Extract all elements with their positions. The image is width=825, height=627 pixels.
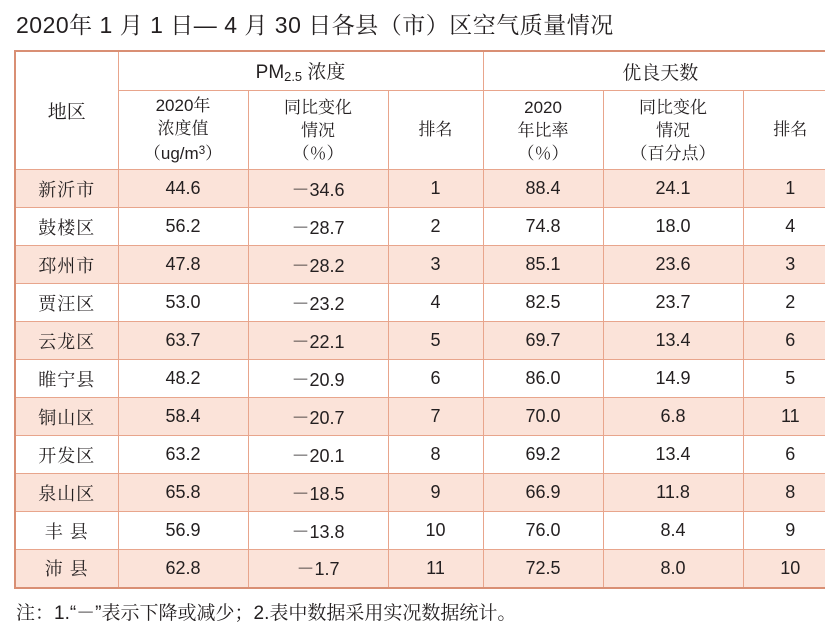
- cell-days-change: 11.8: [603, 474, 743, 512]
- cell-pm25-value: 56.9: [118, 512, 248, 550]
- cell-pm25-change: －23.2: [248, 284, 388, 322]
- header-pm25-change-line1: 同比变化: [284, 97, 352, 117]
- cell-pm25-rank: 9: [388, 474, 483, 512]
- cell-pm25-change: －18.5: [248, 474, 388, 512]
- cell-days-rank: 1: [743, 170, 825, 208]
- cell-days-rank: 6: [743, 322, 825, 360]
- cell-days-rank: 11: [743, 398, 825, 436]
- cell-pm25-value: 63.7: [118, 322, 248, 360]
- cell-pm25-rank: 7: [388, 398, 483, 436]
- cell-pm25-change: －34.6: [248, 170, 388, 208]
- header-days-change-line1: 同比变化: [639, 97, 708, 117]
- header-pm25-value: [118, 91, 248, 170]
- header-pm25-label-sub: 2.5: [284, 69, 303, 85]
- cell-pm25-change: －28.7: [248, 208, 388, 246]
- header-pm25-group: [118, 51, 483, 91]
- cell-pm25-rank: 8: [388, 436, 483, 474]
- cell-days-rate: 69.7: [483, 322, 603, 360]
- cell-pm25-rank: 1: [388, 170, 483, 208]
- header-unit-post: ）: [205, 144, 223, 164]
- table-row: [15, 436, 825, 474]
- cell-days-rate: 70.0: [483, 398, 603, 436]
- cell-region: 泉山区: [15, 474, 118, 512]
- cell-days-change: 8.4: [603, 512, 743, 550]
- cell-pm25-rank: 10: [388, 512, 483, 550]
- cell-days-rank: 5: [743, 360, 825, 398]
- header-pm25-value-line2: 浓度值: [157, 119, 209, 139]
- header-unit-sup: 3: [198, 145, 206, 158]
- table-row: [15, 284, 825, 322]
- header-days-rate-line2: 年比率: [517, 120, 569, 140]
- cell-days-change: 13.4: [603, 436, 743, 474]
- cell-pm25-value: 65.8: [118, 474, 248, 512]
- table-body: [15, 170, 825, 588]
- cell-pm25-change: －20.9: [248, 360, 388, 398]
- cell-pm25-value: 56.2: [118, 208, 248, 246]
- cell-region: 邳州市: [15, 246, 118, 284]
- cell-days-change: 8.0: [603, 550, 743, 588]
- cell-region: 沛 县: [15, 550, 118, 588]
- cell-pm25-value: 63.2: [118, 436, 248, 474]
- cell-pm25-value: 47.8: [118, 246, 248, 284]
- table-row: [15, 322, 825, 360]
- cell-pm25-change: －28.2: [248, 246, 388, 284]
- cell-pm25-value: 48.2: [118, 360, 248, 398]
- header-days-change: [603, 91, 743, 170]
- cell-days-rate: 66.9: [483, 474, 603, 512]
- cell-region: 云龙区: [15, 322, 118, 360]
- cell-region: 鼓楼区: [15, 208, 118, 246]
- cell-days-rate: 74.8: [483, 208, 603, 246]
- cell-pm25-rank: 5: [388, 322, 483, 360]
- cell-days-rate: 76.0: [483, 512, 603, 550]
- table-note: 注：1.“－”表示下降或减少；2.表中数据采用实况数据统计。: [16, 602, 517, 624]
- cell-days-change: 6.8: [603, 398, 743, 436]
- cell-region: 睢宁县: [15, 360, 118, 398]
- cell-days-change: 14.9: [603, 360, 743, 398]
- cell-pm25-rank: 3: [388, 246, 483, 284]
- cell-days-rate: 72.5: [483, 550, 603, 588]
- header-days-rank: 排名: [743, 91, 825, 170]
- table-row: [15, 398, 825, 436]
- cell-pm25-rank: 2: [388, 208, 483, 246]
- header-days-rate-line3: （％）: [517, 143, 569, 163]
- cell-days-change: 23.6: [603, 246, 743, 284]
- header-pm25-rank: 排名: [388, 91, 483, 170]
- cell-days-rank: 3: [743, 246, 825, 284]
- header-pm25-change-line3: （％）: [292, 143, 344, 163]
- table-row: [15, 246, 825, 284]
- table-row: [15, 360, 825, 398]
- cell-pm25-change: －22.1: [248, 322, 388, 360]
- header-pm25-label-main: PM: [255, 62, 285, 84]
- cell-pm25-rank: 4: [388, 284, 483, 322]
- header-pm25-change-line2: 情况: [301, 120, 335, 140]
- cell-days-change: 18.0: [603, 208, 743, 246]
- cell-pm25-value: 44.6: [118, 170, 248, 208]
- cell-days-rank: 6: [743, 436, 825, 474]
- cell-pm25-value: 53.0: [118, 284, 248, 322]
- cell-region: 丰 县: [15, 512, 118, 550]
- header-pm25-change: [248, 91, 388, 170]
- table-header-row-top: [15, 51, 825, 91]
- header-pm25-value-line1: 2020年: [155, 96, 211, 116]
- table-header-row-sub: [15, 91, 825, 170]
- cell-region: 贾汪区: [15, 284, 118, 322]
- cell-region: 新沂市: [15, 170, 118, 208]
- header-pm25-value-line3: [119, 140, 248, 165]
- table-row: [15, 550, 825, 588]
- cell-days-rank: 2: [743, 284, 825, 322]
- header-unit-pre: （ug/m: [143, 144, 199, 164]
- cell-pm25-rank: 11: [388, 550, 483, 588]
- cell-days-rate: 86.0: [483, 360, 603, 398]
- cell-pm25-value: 62.8: [118, 550, 248, 588]
- table-row: [15, 512, 825, 550]
- cell-days-rank: 8: [743, 474, 825, 512]
- header-days-change-line2: 情况: [656, 120, 691, 140]
- cell-pm25-change: －20.7: [248, 398, 388, 436]
- table-row: [15, 170, 825, 208]
- cell-days-rank: 4: [743, 208, 825, 246]
- header-days-change-line3: （百分点）: [630, 143, 716, 163]
- cell-pm25-change: －20.1: [248, 436, 388, 474]
- cell-pm25-change: －1.7: [248, 550, 388, 588]
- cell-days-rate: 88.4: [483, 170, 603, 208]
- cell-days-change: 23.7: [603, 284, 743, 322]
- air-quality-table: [14, 50, 825, 589]
- cell-pm25-value: 58.4: [118, 398, 248, 436]
- cell-days-rate: 82.5: [483, 284, 603, 322]
- cell-days-rank: 9: [743, 512, 825, 550]
- cell-days-change: 24.1: [603, 170, 743, 208]
- header-days-rate-line1: 2020: [524, 97, 562, 117]
- cell-pm25-rank: 6: [388, 360, 483, 398]
- page-title: 2020年 1 月 1 日— 4 月 30 日各县（市）区空气质量情况: [16, 12, 614, 38]
- cell-days-rate: 85.1: [483, 246, 603, 284]
- table-header: [15, 51, 825, 170]
- header-pm25-label-tail: 浓度: [302, 62, 346, 84]
- cell-days-change: 13.4: [603, 322, 743, 360]
- header-region: 地区: [15, 51, 118, 170]
- cell-region: 铜山区: [15, 398, 118, 436]
- table-row: [15, 208, 825, 246]
- cell-days-rank: 10: [743, 550, 825, 588]
- header-good-days-group: 优良天数: [483, 51, 825, 91]
- cell-pm25-change: －13.8: [248, 512, 388, 550]
- header-days-rate: [483, 91, 603, 170]
- cell-days-rate: 69.2: [483, 436, 603, 474]
- table-row: [15, 474, 825, 512]
- cell-region: 开发区: [15, 436, 118, 474]
